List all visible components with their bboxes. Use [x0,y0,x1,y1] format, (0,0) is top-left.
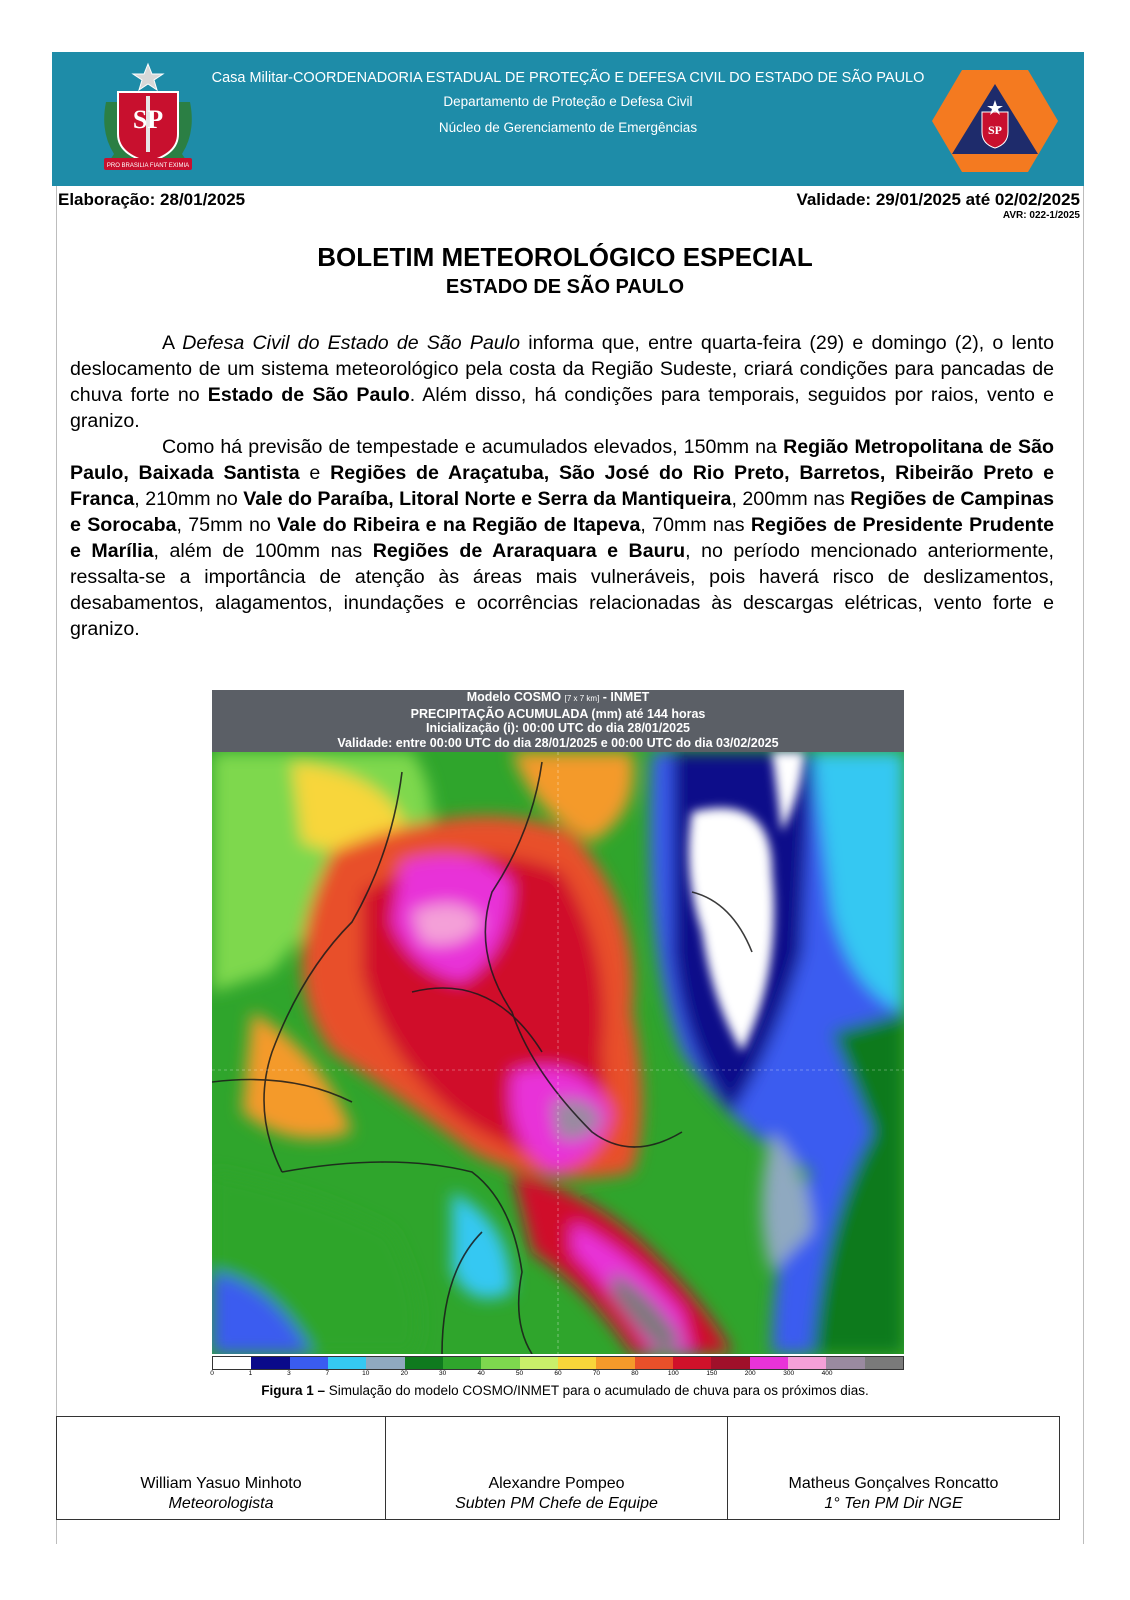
map-header: Modelo COSMO [7 x 7 km] - INMET PRECIPITAÇÃO ACUMULADA (mm) até 144 horas Inicialização (i): 00:00 UTC do dia 28/01/2025 Validade: entre 00:00 UTC do dia 28/01/2025 e 00:00 UTC do dia 03/02/2025 [212,690,904,752]
scale-swatch [290,1357,328,1369]
scale-swatch [443,1357,481,1369]
scale-tick-label: 200 [744,1370,756,1377]
scale-tick-labels [212,1370,904,1380]
defesa-civil-logo-icon [930,66,1060,176]
scale-tick-label: 50 [515,1370,524,1377]
signatory-role: Subten PM Chefe de Equipe [455,1495,658,1512]
header-banner [52,52,1084,186]
scale-tick-label: 10 [362,1370,370,1377]
bulletin-body [70,330,1054,642]
seal-motto: PRO BRASILIA FIANT EXIMIA [106,163,190,169]
scale-tick-label: 150 [706,1370,718,1377]
scale-swatch [366,1357,404,1369]
scale-tick-label: 100 [667,1370,679,1377]
signature-cell [386,1417,728,1519]
logo-letters: SP [987,123,1003,137]
scale-swatch [711,1357,749,1369]
signature-cell [57,1417,386,1519]
scale-swatch [328,1357,366,1369]
paragraph-1: A Defesa Civil do Estado de São Paulo informa que, entre quarta-feira (29) e domingo (2), o lento deslocamento de um sistema meteorológico pela costa da Região Sudeste, criará condições para pancadas de chuva forte no Estado de São Paulo. Além disso, há condições para temporais, seguidos por raios, vento e granizo. [70,332,1055,432]
avr-code: AVR: 022-1/2025 [1002,210,1080,221]
scale-swatch [865,1357,903,1369]
scale-tick-label: 1 [248,1370,253,1377]
scale-tick-label: 70 [592,1370,601,1377]
bulletin-title: BOLETIM METEOROLÓGICO ESPECIAL [317,242,813,272]
scale-tick-label: 80 [631,1370,639,1377]
figure-caption: Figura 1 – Simulação do modelo COSMO/INMET para o acumulado de chuva para os próximos dias. [261,1383,869,1398]
elaboracao-date: Elaboração: 28/01/2025 [58,190,246,209]
scale-tick-label: 300 [783,1370,795,1377]
signatory-role: Meteorologista [168,1495,274,1512]
map-header-line-2: PRECIPITAÇÃO ACUMULADA (mm) até 144 horas [410,706,706,721]
scale-tick-label: 60 [554,1370,562,1377]
scale-swatch [558,1357,596,1369]
signature-table [56,1416,1060,1520]
precipitation-map-figure [212,690,904,1380]
scale-tick-label: 400 [821,1370,833,1377]
scale-tick-label: 7 [325,1370,330,1377]
validade-date: Validade: 29/01/2025 até 02/02/2025 [796,190,1080,209]
scale-tick-label: 30 [439,1370,447,1377]
scale-swatch [405,1357,443,1369]
signatory-role: 1° Ten PM Dir NGE [824,1495,963,1512]
scale-tick-label: 0 [210,1370,214,1377]
map-header-line-3: Inicialização (i): 00:00 UTC do dia 28/01/2025 [426,721,690,735]
precipitation-scale [212,1356,904,1380]
header-line-3: Núcleo de Gerenciamento de Emergências [438,120,698,135]
scale-tick-label: 20 [400,1370,408,1377]
estado-name: Estado de São Paulo [207,384,410,406]
scale-swatch [826,1357,864,1369]
scale-swatch [213,1357,251,1369]
header-line-1: Casa Militar-COORDENADORIA ESTADUAL DE PROTEÇÃO E DEFESA CIVIL DO ESTADO DE SÃO PAULO [211,70,925,86]
precipitation-map-image [212,752,904,1354]
scale-swatch [481,1357,519,1369]
scale-tick-label: 3 [287,1370,291,1377]
scale-swatch [788,1357,826,1369]
signature-cell [728,1417,1059,1519]
scale-tick-label: 40 [477,1370,485,1377]
paragraph-2: Como há previsão de tempestade e acumulados elevados, 150mm na Região Metropolitana de São Paulo, Baixada Santista e Regiões de Araçatuba, São José do Rio Preto, Barretos, Ribeirão Preto e Franca, 210mm no Vale do Paraíba, Litoral Norte e Serra da Mantiqueira, 200mm nas Regiões de Campinas e Sorocaba, 75mm no Vale do Ribeira e na Região de Itapeva, 70mm nas Regiões de Presidente Prudente e Marília, além de 100mm nas Regiões de Araraquara e Bauru, no período mencionado anteriormente, ressalta-se a importância de atenção às áreas mais vulneráveis, pois haverá risco de deslizamentos, desabamentos, alagamentos, inundações e ocorrências relacionadas às descargas elétricas, vento forte e granizo. [70,436,1055,640]
header-line-2: Departamento de Proteção e Defesa Civil [443,94,693,109]
signatory-name: William Yasuo Minhoto [140,1475,302,1492]
scale-swatch [635,1357,673,1369]
scale-swatch [251,1357,289,1369]
scale-color-bar [212,1356,904,1370]
defesa-civil-name: Defesa Civil do Estado de São Paulo [182,332,521,354]
scale-swatch [750,1357,788,1369]
scale-swatch [520,1357,558,1369]
signatory-name: Matheus Gonçalves Roncatto [788,1475,999,1492]
seal-letters: SP [132,105,164,134]
scale-swatch [596,1357,634,1369]
scale-swatch [673,1357,711,1369]
signatory-name: Alexandre Pompeo [488,1475,625,1492]
bulletin-subtitle: ESTADO DE SÃO PAULO [445,276,685,298]
map-header-line-4: Validade: entre 00:00 UTC do dia 28/01/2025 e 00:00 UTC do dia 03/02/2025 [337,735,779,750]
